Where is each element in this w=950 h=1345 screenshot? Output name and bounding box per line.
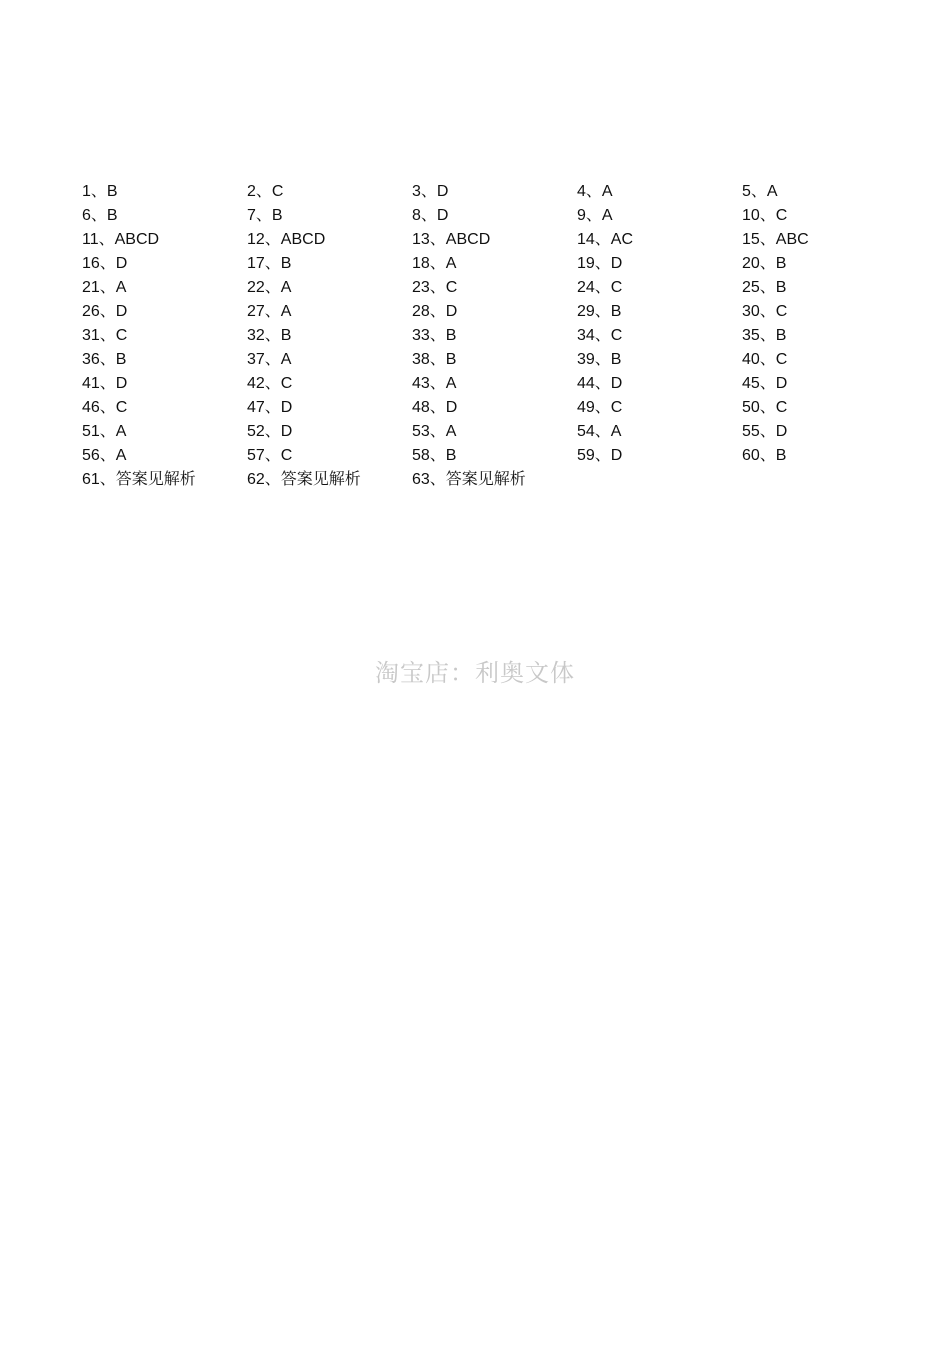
answer-row bbox=[82, 444, 912, 468]
answer-item: 23、C bbox=[412, 279, 458, 296]
answer-item: 34、C bbox=[577, 327, 623, 344]
answer-item: 63、答案见解析 bbox=[412, 471, 526, 488]
answer-item: 41、D bbox=[82, 375, 128, 392]
answer-item: 40、C bbox=[742, 351, 788, 368]
answer-item: 38、B bbox=[412, 351, 457, 368]
answer-row bbox=[82, 468, 912, 492]
answer-item: 17、B bbox=[247, 255, 292, 272]
answer-item: 47、D bbox=[247, 399, 293, 416]
answer-item: 61、答案见解析 bbox=[82, 471, 196, 488]
answer-item: 54、A bbox=[577, 423, 622, 440]
answer-item: 14、AC bbox=[577, 231, 634, 248]
answer-item: 44、D bbox=[577, 375, 623, 392]
answer-item: 56、A bbox=[82, 447, 127, 464]
answer-row bbox=[82, 348, 912, 372]
answer-item: 13、ABCD bbox=[412, 231, 491, 248]
answer-item: 39、B bbox=[577, 351, 622, 368]
answer-item: 48、D bbox=[412, 399, 458, 416]
answer-item: 6、B bbox=[82, 207, 118, 224]
answer-row bbox=[82, 300, 912, 324]
answer-item: 1、B bbox=[82, 183, 118, 200]
answer-item: 28、D bbox=[412, 303, 458, 320]
answer-item: 49、C bbox=[577, 399, 623, 416]
answer-item: 59、D bbox=[577, 447, 623, 464]
answer-row bbox=[82, 372, 912, 396]
answer-item: 42、C bbox=[247, 375, 293, 392]
answer-row bbox=[82, 228, 912, 252]
answer-item: 62、答案见解析 bbox=[247, 471, 361, 488]
answer-item: 20、B bbox=[742, 255, 787, 272]
answer-item: 45、D bbox=[742, 375, 788, 392]
answer-item: 50、C bbox=[742, 399, 788, 416]
answer-row bbox=[82, 252, 912, 276]
answer-item: 3、D bbox=[412, 183, 449, 200]
answer-item: 2、C bbox=[247, 183, 284, 200]
answer-item: 10、C bbox=[742, 207, 788, 224]
answer-item: 46、C bbox=[82, 399, 128, 416]
answer-item: 9、A bbox=[577, 207, 613, 224]
answer-item: 5、A bbox=[742, 183, 778, 200]
answer-item: 21、A bbox=[82, 279, 127, 296]
answer-row bbox=[82, 204, 912, 228]
answer-item: 31、C bbox=[82, 327, 128, 344]
answer-item: 30、C bbox=[742, 303, 788, 320]
answer-item: 53、A bbox=[412, 423, 457, 440]
answer-row bbox=[82, 420, 912, 444]
answer-item: 36、B bbox=[82, 351, 127, 368]
answer-row bbox=[82, 396, 912, 420]
answer-item: 16、D bbox=[82, 255, 128, 272]
answer-item: 11、ABCD bbox=[82, 231, 160, 248]
answer-item: 25、B bbox=[742, 279, 787, 296]
answer-row bbox=[82, 276, 912, 300]
answer-item: 51、A bbox=[82, 423, 127, 440]
answer-item: 37、A bbox=[247, 351, 292, 368]
answer-item: 18、A bbox=[412, 255, 457, 272]
answer-item: 19、D bbox=[577, 255, 623, 272]
answer-item: 24、C bbox=[577, 279, 623, 296]
answer-item: 22、A bbox=[247, 279, 292, 296]
answer-item: 57、C bbox=[247, 447, 293, 464]
answer-item: 27、A bbox=[247, 303, 292, 320]
answer-item: 33、B bbox=[412, 327, 457, 344]
answer-item: 32、B bbox=[247, 327, 292, 344]
answer-item: 43、A bbox=[412, 375, 457, 392]
answer-item: 58、B bbox=[412, 447, 457, 464]
answer-row bbox=[82, 180, 912, 204]
answer-row bbox=[82, 324, 912, 348]
answer-item: 8、D bbox=[412, 207, 449, 224]
answer-item: 12、ABCD bbox=[247, 231, 326, 248]
answer-item: 26、D bbox=[82, 303, 128, 320]
answer-item: 55、D bbox=[742, 423, 788, 440]
answer-item: 29、B bbox=[577, 303, 622, 320]
answer-item: 15、ABC bbox=[742, 231, 809, 248]
answer-item: 60、B bbox=[742, 447, 787, 464]
answer-item: 52、D bbox=[247, 423, 293, 440]
watermark: 淘宝店：利奥文体 bbox=[375, 659, 575, 687]
answer-item: 4、A bbox=[577, 183, 613, 200]
answer-grid bbox=[82, 180, 912, 492]
answer-item: 7、B bbox=[247, 207, 283, 224]
answer-item: 35、B bbox=[742, 327, 787, 344]
